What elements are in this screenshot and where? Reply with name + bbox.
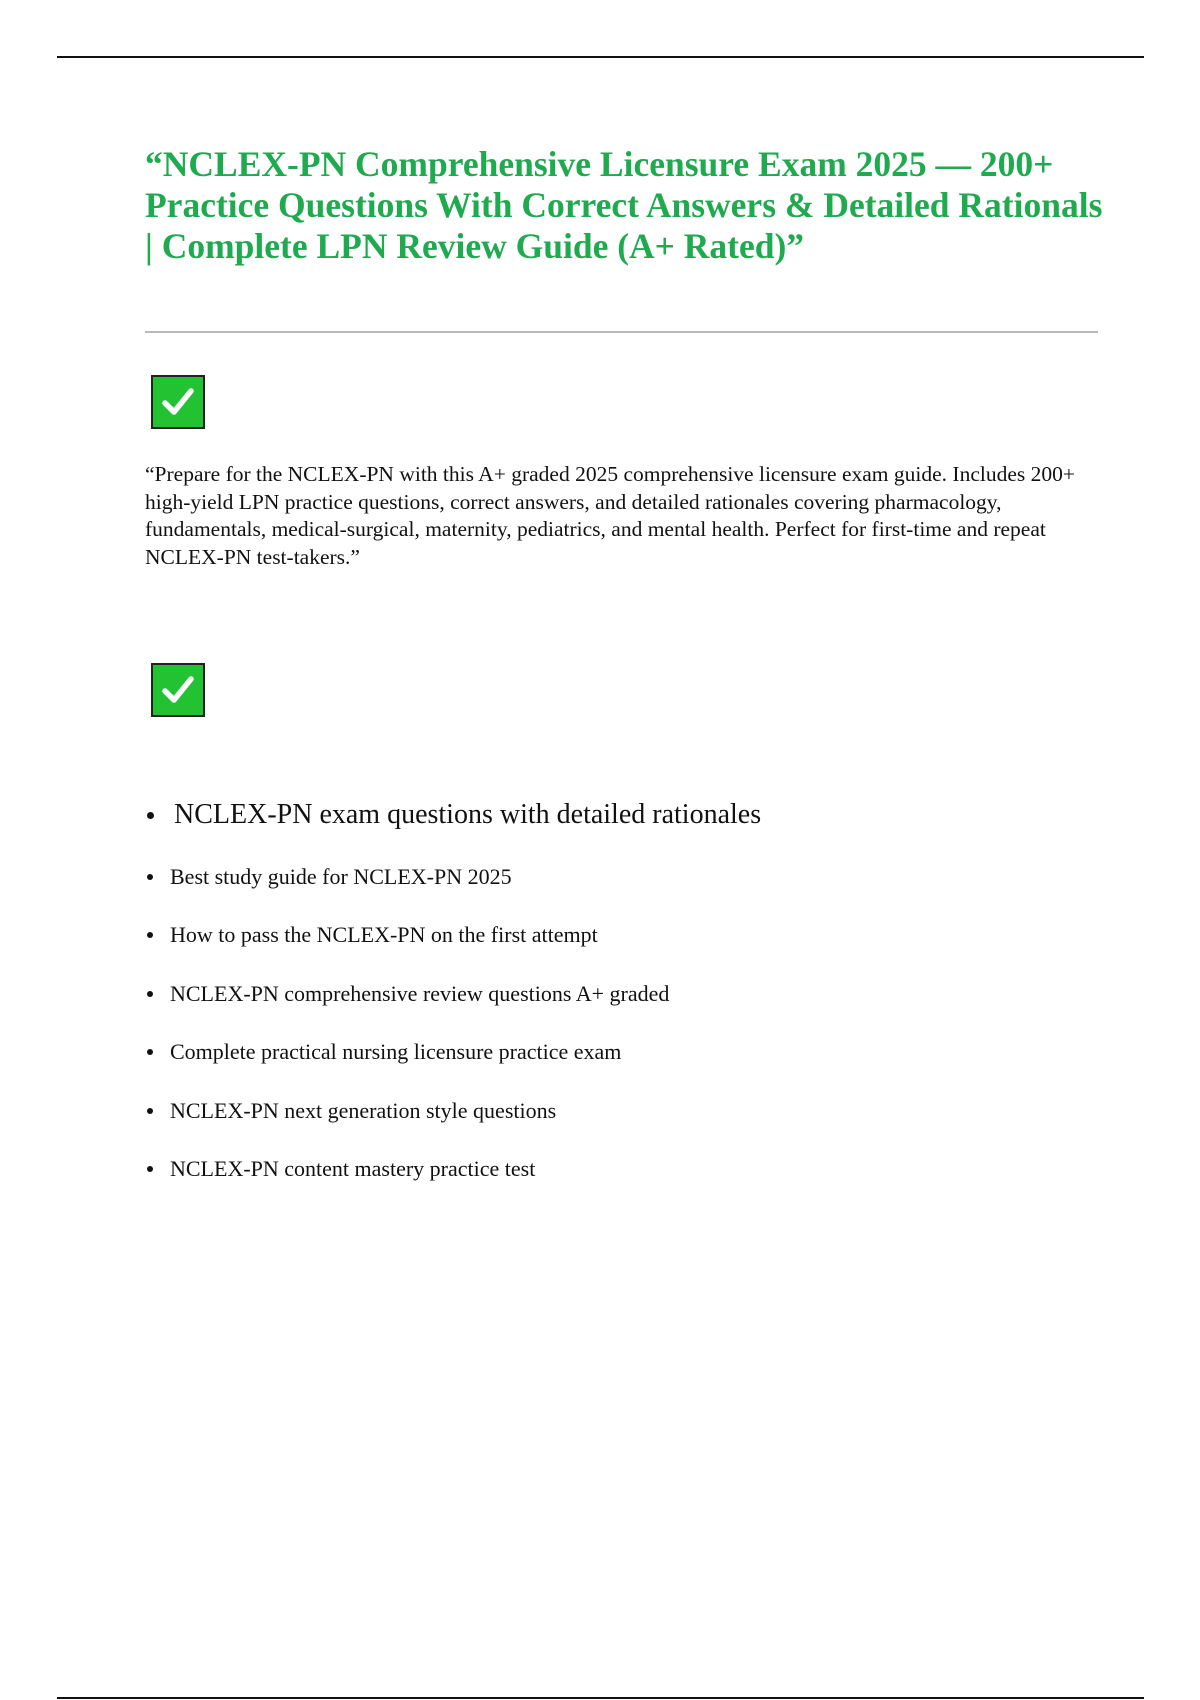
check-mark-icon — [151, 663, 205, 717]
bullet-icon — [147, 1166, 153, 1172]
list-item — [145, 862, 1105, 920]
check-mark-icon — [151, 375, 205, 429]
bullet-icon — [147, 812, 154, 819]
list-item-text: How to pass the NCLEX-PN on the first attempt — [170, 922, 598, 948]
list-item-text: NCLEX-PN content mastery practice test — [170, 1155, 536, 1181]
list-item-text: Best study guide for NCLEX-PN 2025 — [170, 864, 512, 889]
bullet-icon — [147, 1049, 153, 1055]
list-item — [145, 1096, 1105, 1154]
header-rule — [57, 56, 1144, 58]
check-mark-glyph — [153, 665, 203, 715]
list-item-text: NCLEX-PN comprehensive review questions A+ graded — [170, 980, 670, 1006]
lead-item-text: NCLEX-PN exam questions with detailed rationales — [174, 799, 762, 830]
lead-list-item — [145, 798, 1105, 832]
bullet-icon — [147, 932, 153, 938]
page-title: “NCLEX-PN Comprehensive Licensure Exam 2025 — 200+ Practice Questions With Correct Answers & Detailed Rationals | Complete LPN Review Guide (A+ Rated)” — [145, 144, 1103, 266]
list-item-text: NCLEX-PN next generation style questions — [170, 1097, 557, 1123]
check-mark-glyph — [153, 377, 203, 427]
list-item — [145, 979, 1105, 1037]
bullet-icon — [147, 991, 153, 997]
title-separator — [145, 331, 1098, 333]
bullet-icon — [147, 874, 153, 880]
list-item — [145, 920, 1105, 978]
bullet-icon — [147, 1108, 153, 1114]
list-item-text: Complete practical nursing licensure practice exam — [170, 1039, 622, 1065]
keyword-list — [145, 862, 1105, 1212]
document-summary: “Prepare for the NCLEX-PN with this A+ graded 2025 comprehensive licensure exam guide. Includes 200+ high-yield LPN practice questions, correct answers, and detailed rationales covering pharmacology, fundamentals, medical-surgical, maternity, pediatrics, and mental health. Perfect for first-time and repeat NCLEX-PN test-takers.” — [145, 462, 1075, 569]
list-item — [145, 1037, 1105, 1095]
footer-rule — [57, 1697, 1144, 1699]
list-item — [145, 1154, 1105, 1212]
